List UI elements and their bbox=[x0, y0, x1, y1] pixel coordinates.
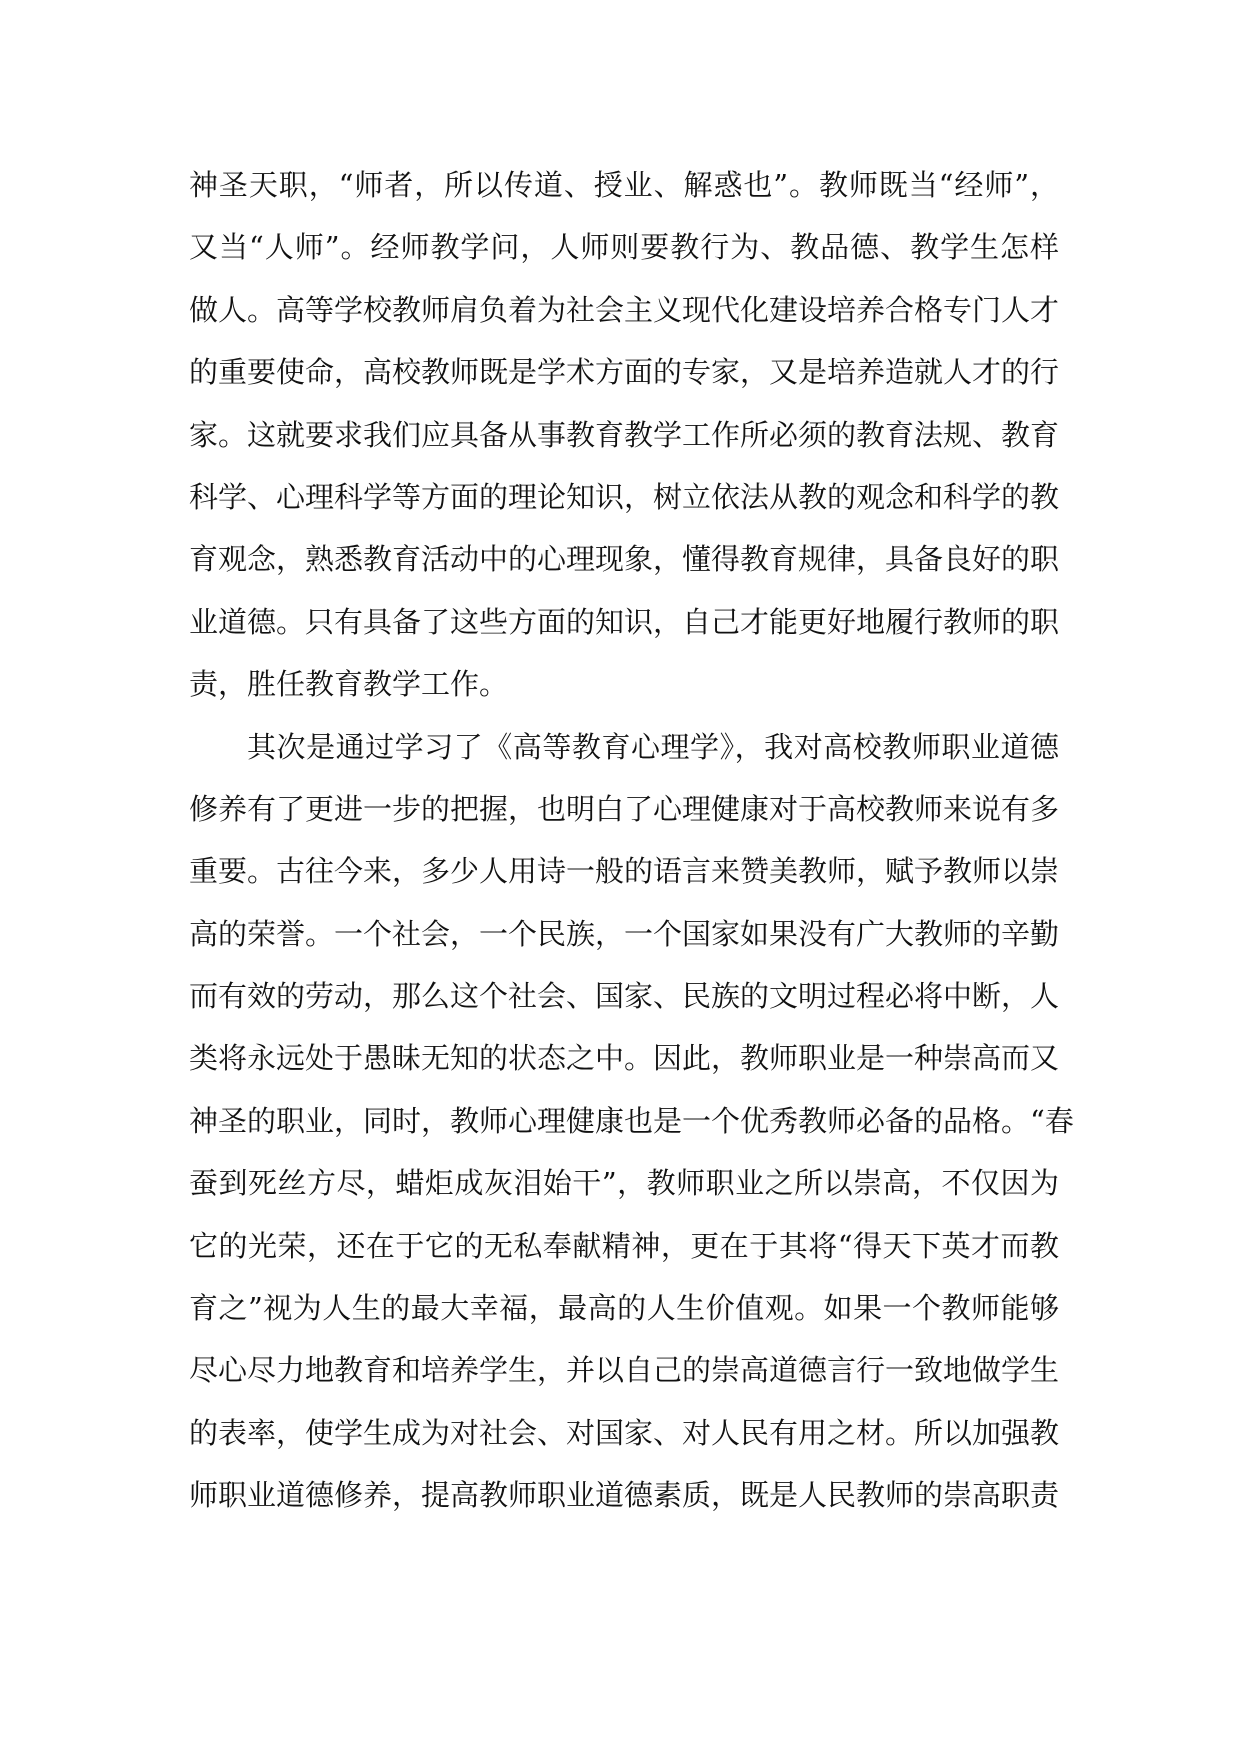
text-line: 业道德。只有具备了这些方面的知识，自己才能更好地履行教师的职 bbox=[189, 604, 1060, 639]
text-line: 育观念，熟悉教育活动中的心理现象，懂得教育规律，具备良好的职 bbox=[189, 542, 1060, 577]
text-line: 它的光荣，还在于它的无私奉献精神，更在于其将“得天下英才而教 bbox=[189, 1228, 1059, 1263]
text-line: 蚕到死丝方尽，蜡炬成灰泪始干”，教师职业之所以崇高，不仅因为 bbox=[189, 1166, 1059, 1201]
paragraph-2 bbox=[189, 716, 1074, 1527]
text-line: 家。这就要求我们应具备从事教育教学工作所必须的教育法规、教育 bbox=[189, 417, 1060, 452]
text-line: 神圣的职业，同时，教师心理健康也是一个优秀教师必备的品格。“春 bbox=[189, 1103, 1074, 1138]
paragraph-1 bbox=[189, 154, 1059, 716]
text-line: 尽心尽力地教育和培养学生，并以自己的崇高道德言行一致地做学生 bbox=[189, 1353, 1060, 1388]
text-line: 的重要使命，高校教师既是学术方面的专家，又是培养造就人才的行 bbox=[189, 355, 1060, 390]
text-line: 的表率，使学生成为对社会、对国家、对人民有用之材。所以加强教 bbox=[189, 1415, 1060, 1450]
text-line: 做人。高等学校教师肩负着为社会主义现代化建设培养合格专门人才 bbox=[189, 292, 1060, 327]
text-line: 而有效的劳动，那么这个社会、国家、民族的文明过程必将中断，人 bbox=[189, 979, 1060, 1014]
text-line: 又当“人师”。经师教学问，人师则要教行为、教品德、教学生怎样 bbox=[189, 230, 1059, 265]
text-line: 高的荣誉。一个社会，一个民族，一个国家如果没有广大教师的辛勤 bbox=[189, 916, 1060, 951]
text-line: 类将永远处于愚昧无知的状态之中。因此，教师职业是一种崇高而又 bbox=[189, 1041, 1060, 1076]
text-line: 师职业道德修养，提高教师职业道德素质，既是人民教师的崇高职责 bbox=[189, 1478, 1060, 1513]
text-line: 神圣天职，“师者，所以传道、授业、解惑也”。教师既当“经师”， bbox=[189, 168, 1059, 202]
text-line: 育之”视为人生的最大幸福，最高的人生价值观。如果一个教师能够 bbox=[189, 1291, 1059, 1326]
text-line: 修养有了更进一步的把握，也明白了心理健康对于高校教师来说有多 bbox=[189, 791, 1060, 826]
text-line: 其次是通过学习了《高等教育心理学》，我对高校教师职业道德 bbox=[247, 729, 1059, 764]
text-line: 责，胜任教育教学工作。 bbox=[189, 667, 509, 702]
document-body bbox=[189, 154, 1074, 1527]
text-line: 重要。古往今来，多少人用诗一般的语言来赞美教师，赋予教师以崇 bbox=[189, 854, 1060, 889]
text-line: 科学、心理科学等方面的理论知识，树立依法从教的观念和科学的教 bbox=[189, 479, 1060, 514]
